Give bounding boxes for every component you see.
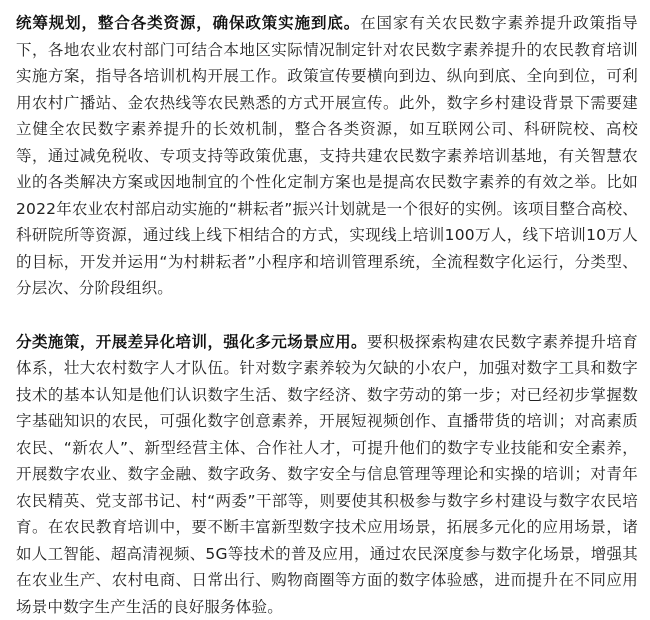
paragraph-text: 要积极探索构建农民数字素养提升培育体系，壮大农村数字人才队伍。针对数字素养较为欠缺的小农户，加强对数字工具和数字技术的基本认知是他们认识数字生活、数字经济、数字劳动的第一步；对已经初步掌握数字基础知识的农民，可强化数字创意素养，开展短视频创作、直播带货的培训；对高素质农民、“新农人”、新型经营主体、合作社人才，可提升他们的数字专业技能和安全素养，开展数字农业、数字金融、数字政务、数字安全与信息管理等理论和实操的培训；对青年农民精英、党支部书记、村“两委”干部等，则要使其积极参与数字乡村建设与数字农民培育。在农民教育培训中，要不断丰富新型数字技术应用场景，拓展多元化的应用场景，诸如人工智能、超高清视频、5G等技术的普及应用，通过农民深度参与数字化场景，增强其在农业生产、农村电商、日常出行、购物商圈等方面的数字体验感，进而提升在不同应用场景中数字生产生活的良好服务体验。 [16,333,638,616]
paragraph-text: 在国家有关农民数字素养提升政策指导下，各地农业农村部门可结合本地区实际情况制定针对农民数字素养提升的农民教育培训实施方案，指导各培训机构开展工作。政策宣传要横向到边、纵向到底、全向到位，可利用农村广播站、金农热线等农民熟悉的方式开展宣传。此外，数字乡村建设背景下需要建立健全农民数字素养提升的长效机制，整合各类资源，如互联网公司、科研院校、高校等，通过减免税收、专项支持等政策优惠，支持共建农民数字素养培训基地，有关智慧农业的各类解决方案或因地制宜的个性化定制方案也是提高农民数字素养的有效之举。比如2022年农业农村部启动实施的“耕耘者”振兴计划就是一个很好的实例。该项目整合高校、科研院所等资源，通过线上线下相结合的方式，实现线上培训100万人，线下培训10万人的目标，开发并运用“为村耕耘者”小程序和培训管理系统，全流程数字化运行，分类型、分层次、分阶段组织。 [16,14,638,297]
paragraph-planning [16,10,638,302]
paragraph-lead: 统筹规划，整合各类资源，确保政策实施到底。 [16,14,360,32]
paragraph-lead: 分类施策，开展差异化培训，强化多元场景应用。 [16,333,367,351]
paragraph-classified-training [16,329,638,620]
